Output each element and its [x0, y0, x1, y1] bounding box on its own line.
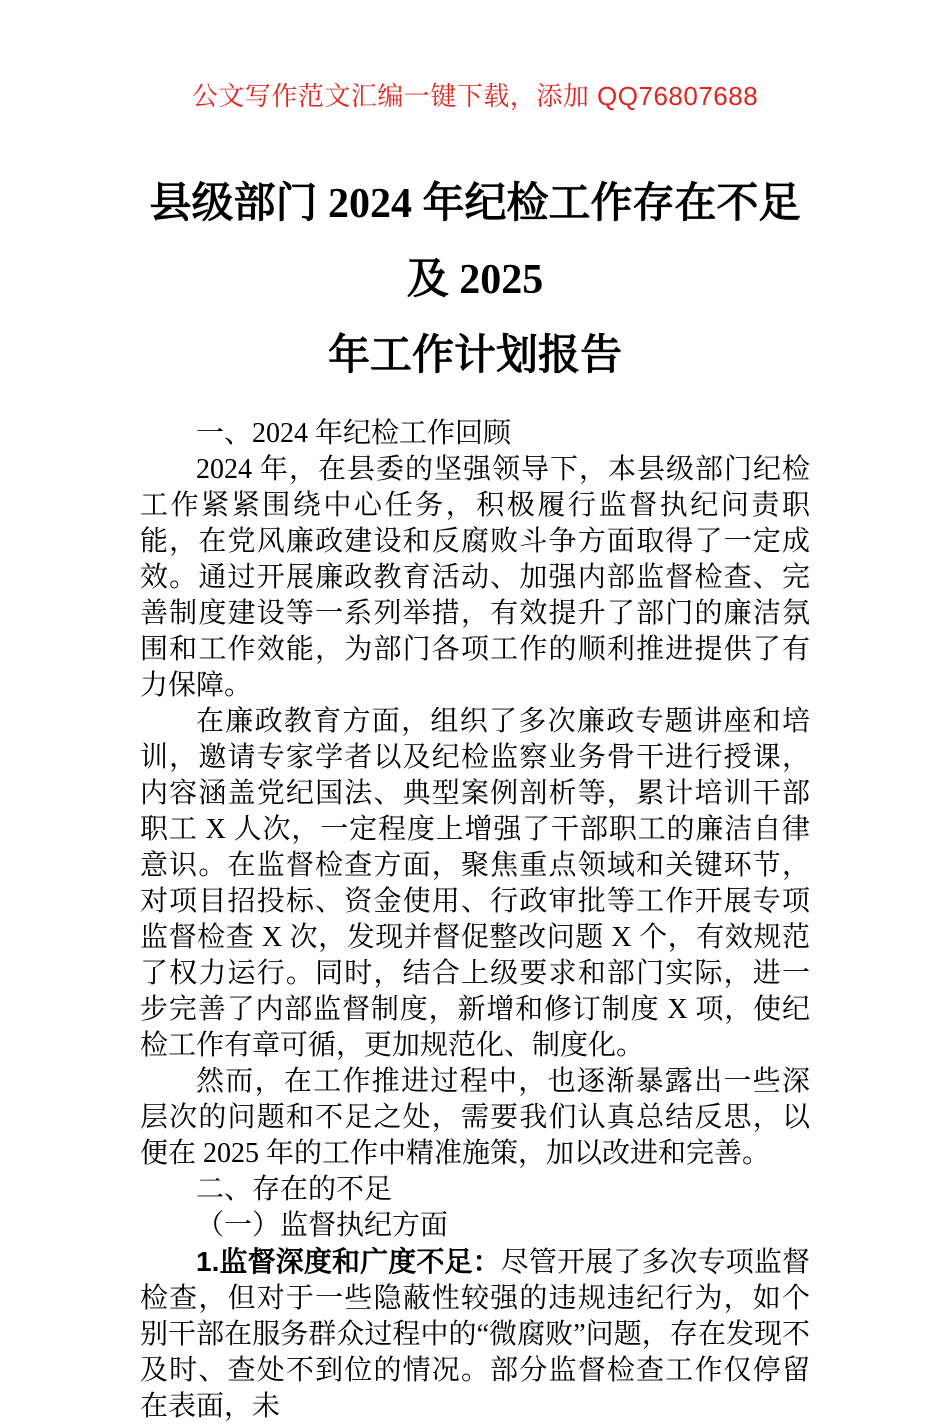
document-title-line2: 年工作计划报告	[327, 333, 622, 379]
document-body	[140, 416, 810, 1425]
header-ad-note: 公文写作范文汇编一键下载，添加 QQ76807688	[191, 81, 759, 111]
body-paragraph-transition: 然而，在工作推进过程中，也逐渐暴露出一些深层次的问题和不足之处，需要我们认真总结反思，以便在 2025 年的工作中精准施策，加以改进和完善。	[140, 1066, 810, 1169]
document-page	[0, 78, 950, 1422]
body-paragraph-deficiency-1	[140, 1244, 810, 1425]
paragraph-bold-lead: 1.监督深度和广度不足：	[196, 1246, 501, 1277]
body-paragraph-review-overview: 2024 年，在县委的坚强领导下，本县级部门纪检工作紧紧围绕中心任务，积极履行监督执纪问责职能，在党风廉政建设和反腐败斗争方面取得了一定成效。通过开展廉政教育活动、加强内部监督检查、完善制度建设等一系列举措，有效提升了部门的廉洁氛围和工作效能，为部门各项工作的顺利推进提供了有力保障。	[140, 454, 810, 701]
document-title-line1: 县级部门 2024 年纪检工作存在不足及 2025	[149, 181, 801, 303]
section-heading-deficiencies: 二、存在的不足	[196, 1174, 393, 1205]
subsection-heading-supervision: （一）监督执纪方面	[196, 1210, 449, 1241]
paragraph-bold-lead-followup: 尽管开展了多次专项监督检查，但对于一些隐蔽性较强的违规违纪行为，如个别干部在服务群众过程中的“微腐败”问题，存在发现不及时、查处不到位的情况。部分监督检查工作仅停留在表面，未	[140, 1247, 810, 1422]
body-paragraph-education-supervision: 在廉政教育方面，组织了多次廉政专题讲座和培训，邀请专家学者以及纪检监察业务骨干进行授课，内容涵盖党纪国法、典型案例剖析等，累计培训干部职工 X 人次，一定程度上增强了干部职工的廉洁自律意识。在监督检查方面，聚焦重点领域和关键环节，对项目招投标、资金使用、行政审批等工作开展专项监督检查 X 次，发现并督促整改问题 X 个，有效规范了权力运行。同时，结合上级要求和部门实际，进一步完善了内部监督制度，新增和修订制度 X 项，使纪检工作有章可循，更加规范化、制度化。	[140, 706, 810, 1061]
document-title	[135, 166, 815, 394]
section-heading-review: 一、2024 年纪检工作回顾	[196, 418, 512, 449]
